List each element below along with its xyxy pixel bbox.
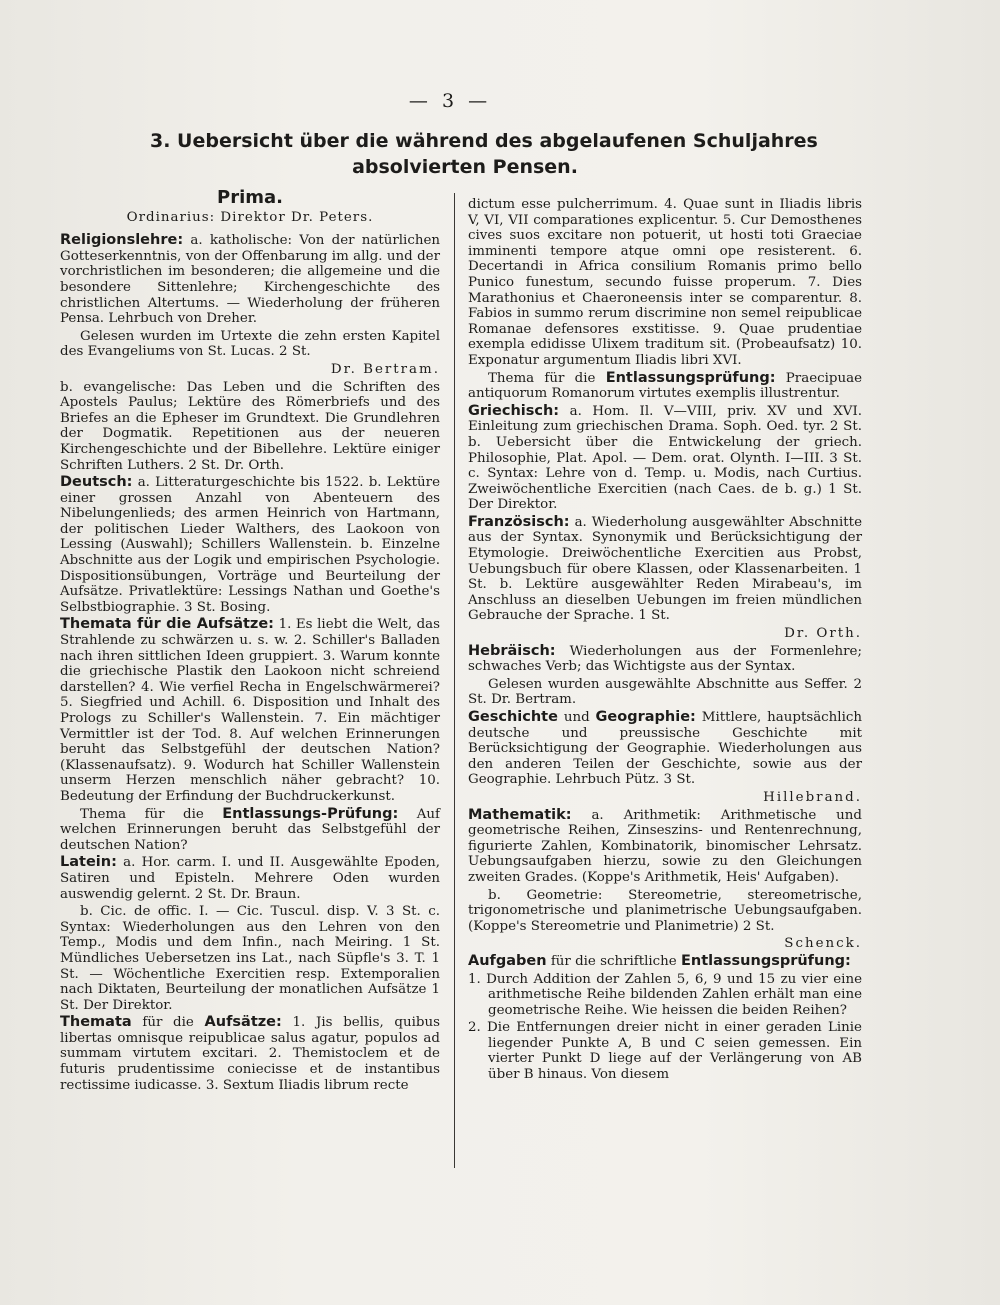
- deutsch-paragraph: [60, 475, 440, 615]
- thema-pruefung-prefix: Thema für die: [80, 806, 204, 822]
- thema-prefix: Thema für die: [488, 370, 596, 386]
- deutsch-label: Deutsch:: [60, 474, 133, 491]
- thema-pruefung-paragraph: [60, 807, 440, 854]
- themata2-mid: für die: [142, 1015, 194, 1031]
- gesch-label: Geschichte: [468, 709, 558, 725]
- deutsch-text: a. Litteraturgeschichte bis 1522. b. Lektüre einer grossen Anzahl von Abenteuern des Nibelungenlieds; des armen Heinrich von Hartmann, der politischen Lieder Walthers, des Laokoon von Lessing (Auswahl); Schillers Wallenstein. b. Einzelne Abschnitte aus der Logik und empirischen Psychologie. Dispositionsübungen, Vorträge und Beurteilung der Aufsätze. Privatlektüre: Lessings Nathan und Goethe's Selbstbiographie. 3 St. Bosing.: [60, 475, 440, 615]
- latein-label: Latein:: [60, 854, 117, 871]
- ordinarius-line: Ordinarius: Direktor Dr. Peters.: [126, 209, 374, 225]
- themata2-text: 1. Jis bellis, quibus libertas omnisque reipublicae salus agatur, populos ad summam virtutem excitari. 2. Themistoclem et de futuris prudentissime coniecisse et de instantibus rectissime iudicasse. 3. Sextum Iliadis librum recte: [60, 1015, 440, 1093]
- religion-paragraph: [60, 233, 440, 327]
- religion-text: a. katholische: Von der natürlichen Gotteserkenntnis, von der Offenbarung im allg. und der vorchristlichen im besonderen; die allgemeine und die besondere Sittenlehre; Kirchengeschichte des christlichen Altertums. — Wiederholung der früheren Pensa. Lehrbuch von Dreher.: [60, 233, 441, 327]
- hebr-read: Gelesen wurden ausgewählte Abschnitte aus Seffer. 2 St. Dr. Bertram.: [468, 676, 862, 708]
- math-teacher: Schenck.: [784, 936, 862, 952]
- franz-teacher: Dr. Orth.: [784, 626, 862, 642]
- griechisch-text: a. Hom. Il. V—VIII, priv. XV und XVI. Einleitung zum griechischen Drama. Soph. Oed. tyr. 2 St. b. Uebersicht über die Entwickelung der griech. Philosophie, Plat. Apol. — Dem. orat. Olynth. I—III. 3 St. c. Syntax: Lehre von d. Temp. u. Modis, nach Curtius. Zweiwöchentliche Exercitien (nach Caes. de b. g.) 1 St. Der Direktor.: [468, 403, 862, 513]
- religion-label: Religionslehre:: [60, 232, 184, 249]
- title-line-1: 3. Uebersicht über die während des abgelaufenen Schuljahres: [150, 130, 818, 152]
- themata-text: 1. Es liebt die Welt, das Strahlende zu schwärzen u. s. w. 2. Schiller's Balladen nach ihren sittlichen Ideen gruppiert. 3. Warum konnte die griechische Plastik den Laokoon nicht schreiend darstellen? 4. Wie verfiel Recha in Engelschwärmerei? 5. Siegfried und Achill. 6. Disposition und Inhalt des Prologs zu Schiller's Wallenstein. 7. Ein mächtiger Vermittler ist der Tod. 8. Auf welchen Erinnerungen beruht das Selbstgefühl der deutschen Nation? (Klassenaufsatz). 9. Wodurch hat Schiller Wallenstein unserm Herzen menschlich näher gebracht? 10. Bedeutung der Erfindung der Buchdruckerkunst.: [60, 617, 440, 804]
- aufgaben-mid: für die schriftliche: [550, 953, 677, 969]
- left-column: [60, 187, 441, 1095]
- themata2-label: Themata: [60, 1014, 132, 1031]
- column-divider: [454, 193, 455, 1168]
- section-title: Prima.: [217, 187, 283, 208]
- griechisch-label: Griechisch:: [468, 402, 560, 419]
- thema-pruefung-label: Entlassungs-Prüfung:: [222, 805, 399, 822]
- hebr-text: Wiederholungen aus der Formenlehre; schwaches Verb; das Wichtigste aus der Syntax.: [468, 643, 862, 675]
- themata-paragraph: [60, 617, 440, 804]
- aufgabe-1: 1. Durch Addition der Zahlen 5, 6, 9 und 15 zu vier eine arithmetische Reihe bildenden Zahlen erhält man eine geometrische Reihe. Wie heissen die beiden Reihen?: [468, 971, 862, 1018]
- aufgaben-label: Aufgaben: [468, 952, 547, 969]
- franz-paragraph: [468, 515, 862, 624]
- franz-label: Französisch:: [468, 513, 570, 530]
- thema-paragraph: [468, 371, 862, 402]
- math-paragraph: [468, 808, 862, 886]
- thema-text: Praecipuae antiquorum Romanorum virtutes exemplis illustrentur.: [468, 370, 863, 402]
- latein-paragraph: [60, 855, 440, 902]
- math-label: Mathematik:: [468, 806, 572, 823]
- hebr-label: Hebräisch:: [468, 642, 556, 659]
- franz-text: a. Wiederholung ausgewählter Abschnitte aus der Syntax. Synonymik und Berücksichtigung der Etymologie. Dreiwöchentliche Exercitien aus Probst, Uebungsbuch für obere Klassen, oder Klassenarbeiten. 1 St. b. Lektüre ausgewählter Reden Mirabeau's, im Anschluss an dieselben Uebungen im freien mündlichen Gebrauche der Sprache. 1 St.: [468, 514, 862, 624]
- math-text: a. Arithmetik: Arithmetische und geometrische Reihen, Zinseszins- und Rentenrechnung, figurierte Zahlen, Kombinatorik, binomischer Lehrsatz. Uebungsaufgaben hierzu, sowie zu den Gleichungen zweiten Grades. (Koppe's Arithmetik, Heis' Aufgaben).: [468, 807, 862, 885]
- gesch-text: Mittlere, hauptsächlich deutsche und preussische Geschichte mit Berücksichtigung der Geographie. Wiederholungen aus den anderen Teilen der Geschichte, sowie aus der Geographie. Lehrbuch Pütz. 3 St.: [468, 710, 862, 788]
- themata2-label2: Aufsätze:: [204, 1014, 282, 1031]
- page-number: — 3 —: [408, 90, 492, 112]
- themata2-paragraph: [60, 1015, 440, 1093]
- right-column: [468, 197, 862, 1085]
- gesch-paragraph: [468, 710, 862, 788]
- gesch-label2: Geographie:: [595, 709, 696, 725]
- themata-label: Themata für die Aufsätze:: [60, 616, 274, 633]
- gesch-mid: und: [563, 710, 590, 725]
- griechisch-paragraph: [468, 404, 862, 513]
- math-b: b. Geometrie: Stereometrie, stereometrische, trigonometrische und planimetrische Uebungsaufgaben. (Koppe's Stereometrie und Planimetrie) 2 St.: [468, 887, 862, 934]
- religion-b: b. evangelische: Das Leben und die Schriften des Apostels Paulus; Lektüre des Römerbriefs und des Briefes an die Epheser im Grundtext. Die Grundlehren der Dogmatik. Repetitionen aus der neueren Kirchengeschichte und der Bibellehre. Lektüre einiger Schriften Luthers. 2 St. Dr. Orth.: [60, 379, 440, 473]
- religion-read: Gelesen wurden im Urtexte die zehn ersten Kapitel des Evangeliums von St. Lucas. 2 St.: [60, 328, 440, 360]
- aufgaben-label2: Entlassungsprüfung:: [681, 952, 851, 969]
- latein-b: b. Cic. de offic. I. — Cic. Tuscul. disp. V. 3 St. c. Syntax: Wiederholungen aus den Lehren von den Temp., Modis und dem Infin., nach Meiring. 1 St. Mündliches Uebersetzen ins Lat., nach Süpfle's 3. T. 1 St. — Wöchentliche Exercitien resp. Extemporalien nach Diktaten, Beurteilung der monatlichen Aufsätze 1 St. Der Direktor.: [60, 904, 440, 1013]
- thema-label: Entlassungsprüfung:: [605, 369, 776, 386]
- title-line-2: absolvierten Pensen.: [352, 156, 578, 178]
- gesch-teacher: Hillebrand.: [763, 789, 862, 805]
- page-title: [150, 128, 818, 180]
- latein-text: a. Hor. carm. I. und II. Ausgewählte Epoden, Satiren und Episteln. Mehrere Oden wurden auswendig gelernt. 2 St. Dr. Braun.: [60, 855, 440, 902]
- thema-pruefung-text: Auf welchen Erinnerungen beruht das Selbstgefühl der deutschen Nation?: [60, 806, 441, 853]
- aufgabe-2: 2. Die Entfernungen dreier nicht in einer geraden Linie liegender Punkte A, B und C seien gemessen. Ein vierter Punkt D liege auf der Verlängerung von AB über B hinaus. Von diesem: [468, 1020, 862, 1083]
- hebr-paragraph: [468, 644, 862, 675]
- religion-teacher: Dr. Bertram.: [330, 361, 440, 377]
- aufgaben-heading: [468, 954, 862, 970]
- latin-themes-continued: dictum esse pulcherrimum. 4. Quae sunt in Iliadis libris V, VI, VII comparationes explicentur. 5. Cur Demosthenes cives suos excitare non potuerit, ut hosti toti Graeciae imminenti tempore atque omni ope resisterent. 6. Decertandi in Africa consilium Romanis primo bello Punico funestum, secundo fuisse properum. 7. Dies Marathonius et Chaeroneensis inter se comparentur. 8. Fabios in summo rerum discrimine non semel reipublicae Romanae defensores exstitisse. 9. Quae prudentiae exempla edidisse Ulixem traditum sit. (Probeaufsatz) 10. Exponatur argumentum Iliadis libri XVI.: [468, 197, 862, 368]
